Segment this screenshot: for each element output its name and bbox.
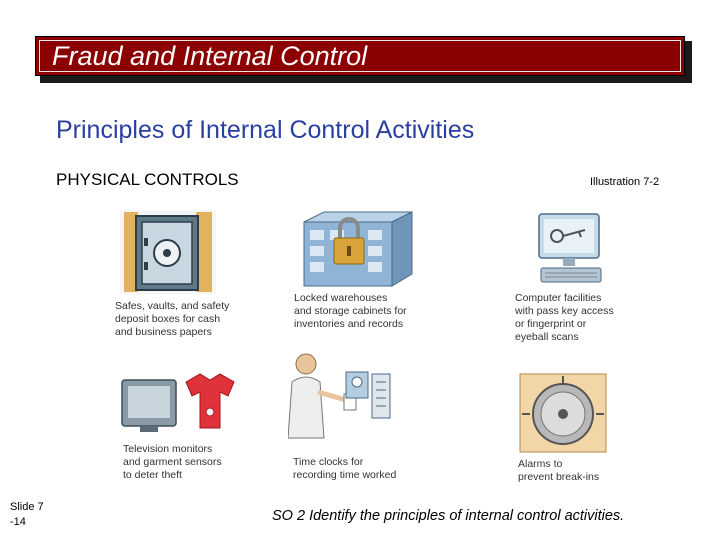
caption-alarms: Alarms to prevent break-ins — [518, 458, 600, 483]
warehouse-lock-icon — [296, 210, 416, 288]
caption-computer: Computer facilities with pass key access or fingerprint or eyeball scans — [515, 292, 614, 343]
tv-shirt-icon — [120, 372, 240, 434]
caption-safes: Safes, vaults, and safety deposit boxes for cash and business papers — [115, 300, 230, 338]
time-clock-icon — [288, 352, 398, 452]
subtitle: Principles of Internal Control Activities — [56, 116, 475, 144]
illustration-label: Illustration 7-2 — [590, 176, 660, 188]
caption-warehouses: Locked warehouses and storage cabinets for inventories and records — [294, 292, 407, 330]
safe-icon — [118, 208, 218, 296]
section-label: PHYSICAL CONTROLS — [56, 170, 239, 189]
alarm-icon — [518, 372, 608, 454]
caption-tv-monitors: Television monitors and garment sensors to deter theft — [123, 443, 222, 481]
page-title: Fraud and Internal Control — [52, 41, 368, 71]
slide-number: Slide 7 -14 — [10, 501, 44, 528]
computer-key-icon — [535, 212, 615, 288]
footer-objective: SO 2 Identify the principles of internal control activities. — [272, 508, 625, 524]
caption-time-clocks: Time clocks for recording time worked — [293, 456, 397, 481]
title-bar — [35, 36, 685, 76]
